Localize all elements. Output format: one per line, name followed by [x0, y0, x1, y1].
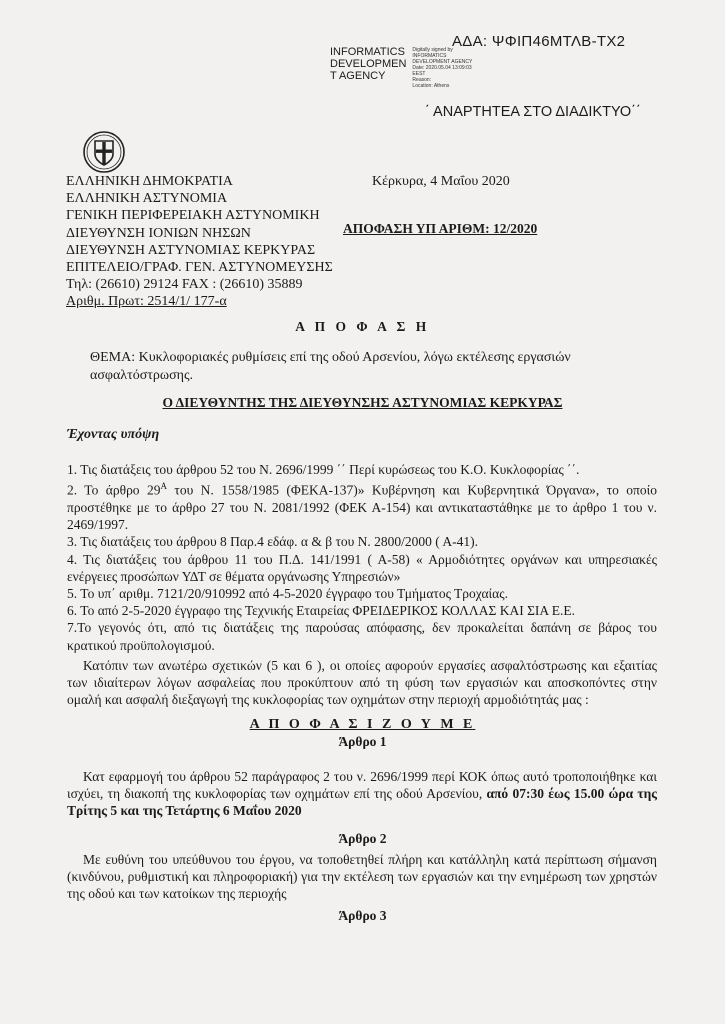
digital-signature: [330, 46, 472, 89]
considerations-list: [67, 461, 657, 654]
article-1-heading: Άρθρο 1: [338, 734, 387, 749]
greek-coat-of-arms-icon: [82, 130, 126, 174]
list-item: 4. Τις διατάξεις του άρθρου 11 του Π.Δ. 141/1991 ( Α-58) « Αρμοδιότητες οργάνων και υπηρεσιακές ενέργειες προσώπων ΥΔΤ σε θέματα οργάνωσης Υπηρεσιών»: [67, 551, 657, 584]
article-1-body: Κατ εφαρμογή του άρθρου 52 παράγραφος 2 του ν. 2696/1999 περί ΚΟΚ όπως αυτό τροποποιήθηκε και ισχύει, τη διακοπή της κυκλοφορίας των οχημάτων επί της οδού Αρσενίου, από 07:30 έως 15.00 ώρα της Τρίτης 5 και της Τετάρτης 6 Μαΐου 2020: [67, 769, 657, 819]
director-heading: Ο ΔΙΕΥΘΥΝΤΗΣ ΤΗΣ ΔΙΕΥΘΥΝΣΗΣ ΑΣΤΥΝΟΜΙΑΣ ΚΕΡΚΥΡΑΣ: [162, 395, 563, 410]
list-item: 2. Το άρθρο $29^A$ του Ν. 1558/1985 (ΦΕΚΑ-137)» Κυβέρνηση και Κυβερνητικά Όργανα», το οποίο προστέθηκε με το άρθρο 27 του Ν. 2081/1992 (ΦΕΚ Α-154) και αντικαταστάθηκε με το άρθρο 1 του ν. 2469/1997.: [67, 481, 657, 533]
subject: ΘΕΜΑ: Κυκλοφοριακές ρυθμίσεις επί της οδού Αρσενίου, λόγω εκτέλεσης εργασιών ασφαλτόστρωσης.: [90, 350, 571, 383]
header-line: Τηλ: (26610) 29124 FAX : (26610) 35889: [66, 277, 303, 293]
list-item: 1. Τις διατάξεις του άρθρου 52 του Ν. 2696/1999 ΄΄ Περί κυρώσεως του Κ.Ο. Κυκλοφορίας ΄΄.: [67, 462, 580, 477]
issuer-header: [66, 173, 333, 311]
we-decide-heading: Α Π Ο Φ Α Σ Ι Ζ Ο Υ Μ Ε: [249, 717, 476, 732]
header-line: ΔΙΕΥΘΥΝΣΗ ΙΟΝΙΩΝ ΝΗΣΩΝ: [66, 225, 251, 241]
having-regard-heading: Έχοντας υπόψη: [67, 427, 160, 442]
list-item: 6. Το από 2-5-2020 έγγραφο της Τεχνικής Εταιρείας ΦΡΕΙΔΕΡΙΚΟΣ ΚΟΛΛΑΣ ΚΑΙ ΣΙΑ Ε.Ε.: [67, 603, 576, 619]
ada-code: ΑΔΑ: ΨΦΙΠ46ΜΤΛΒ-ΤΧ2: [452, 33, 626, 50]
header-line: ΓΕΝΙΚΗ ΠΕΡΙΦΕΡΕΙΑΚΗ ΑΣΤΥΝΟΜΙΚΗ: [66, 208, 320, 224]
header-line: ΔΙΕΥΘΥΝΣΗ ΑΣΤΥΝΟΜΙΑΣ ΚΕΡΚΥΡΑΣ: [66, 242, 316, 258]
article-2-body: Με ευθύνη του υπεύθυνου του έργου, να τοποθετηθεί πλήρη και κατάλληλη κατά περίπτωση σήμανση (κινδύνου, ρυθμιστική και πληροφοριακή) για την εκτέλεση των εργασιών και την ενημέρωση των χρηστών της οδού και των κατοίκων της περιοχής: [67, 852, 657, 902]
decision-number: ΑΠΟΦΑΣΗ ΥΠ ΑΡΙΘΜ: 12/2020: [343, 221, 538, 236]
article-2-heading: Άρθρο 2: [338, 831, 387, 846]
list-item: 3. Τις διατάξεις του άρθρου 8 Παρ.4 εδάφ. α & β του Ν. 2800/2000 ( Α-41).: [67, 534, 479, 550]
header-line: ΕΛΛΗΝΙΚΗ ΑΣΤΥΝΟΜΙΑ: [66, 191, 228, 207]
article-3-heading: Άρθρο 3: [338, 908, 387, 923]
signature-org: INFORMATICS DEVELOPMEN T AGENCY: [330, 46, 407, 82]
header-line: ΕΠΙΤΕΛΕΙΟ/ΓΡΑΦ. ΓΕΝ. ΑΣΤΥΝΟΜΕΥΣΗΣ: [66, 260, 333, 276]
considering-paragraph: Κατόπιν των ανωτέρω σχετικών (5 και 6 ), οι οποίες αφορούν εργασίες ασφαλτόστρωσης και εξαιτίας των ιδιαίτερων λόγων ασφαλείας που προκύπτουν από τη φύση των εργασιών και αποσκοπόντες στην ομαλή και ασφαλή διεξαγωγή της κυκλοφορίας των οχημάτων στην περιοχή αρμοδιότητάς μας :: [67, 658, 657, 708]
signature-details: Digitally signed by INFORMATICS DEVELOPMENT AGENCY Date: 2020.05.04 13:09:03 EEST Reason: Location: Athens: [412, 47, 473, 89]
list-item: 5. Το υπ΄ αριθμ. 7121/20/910992 από 4-5-2020 έγγραφο του Τμήματος Τροχαίας.: [67, 585, 508, 601]
header-line: ΕΛΛΗΝΙΚΗ ΔΗΜΟΚΡΑΤΙΑ: [66, 174, 233, 189]
document-title: Α Π Ο Φ Α Σ Η: [295, 319, 430, 334]
publish-note: ΄ ΑΝΑΡΤΗΤΕΑ ΣΤΟ ΔΙΑΔΙΚΤΥΟ΄΄: [425, 104, 641, 120]
protocol-number: Αριθμ. Πρωτ: 2514/1/ 177-α: [66, 294, 227, 310]
list-item: 7.Το γεγονός ότι, από τις διατάξεις της παρούσας απόφασης, δεν προκαλείται δαπάνη σε βάρος του κρατικού προϋπολογισμού.: [67, 620, 657, 653]
date-line: Κέρκυρα, 4 Μαΐου 2020: [372, 174, 510, 189]
